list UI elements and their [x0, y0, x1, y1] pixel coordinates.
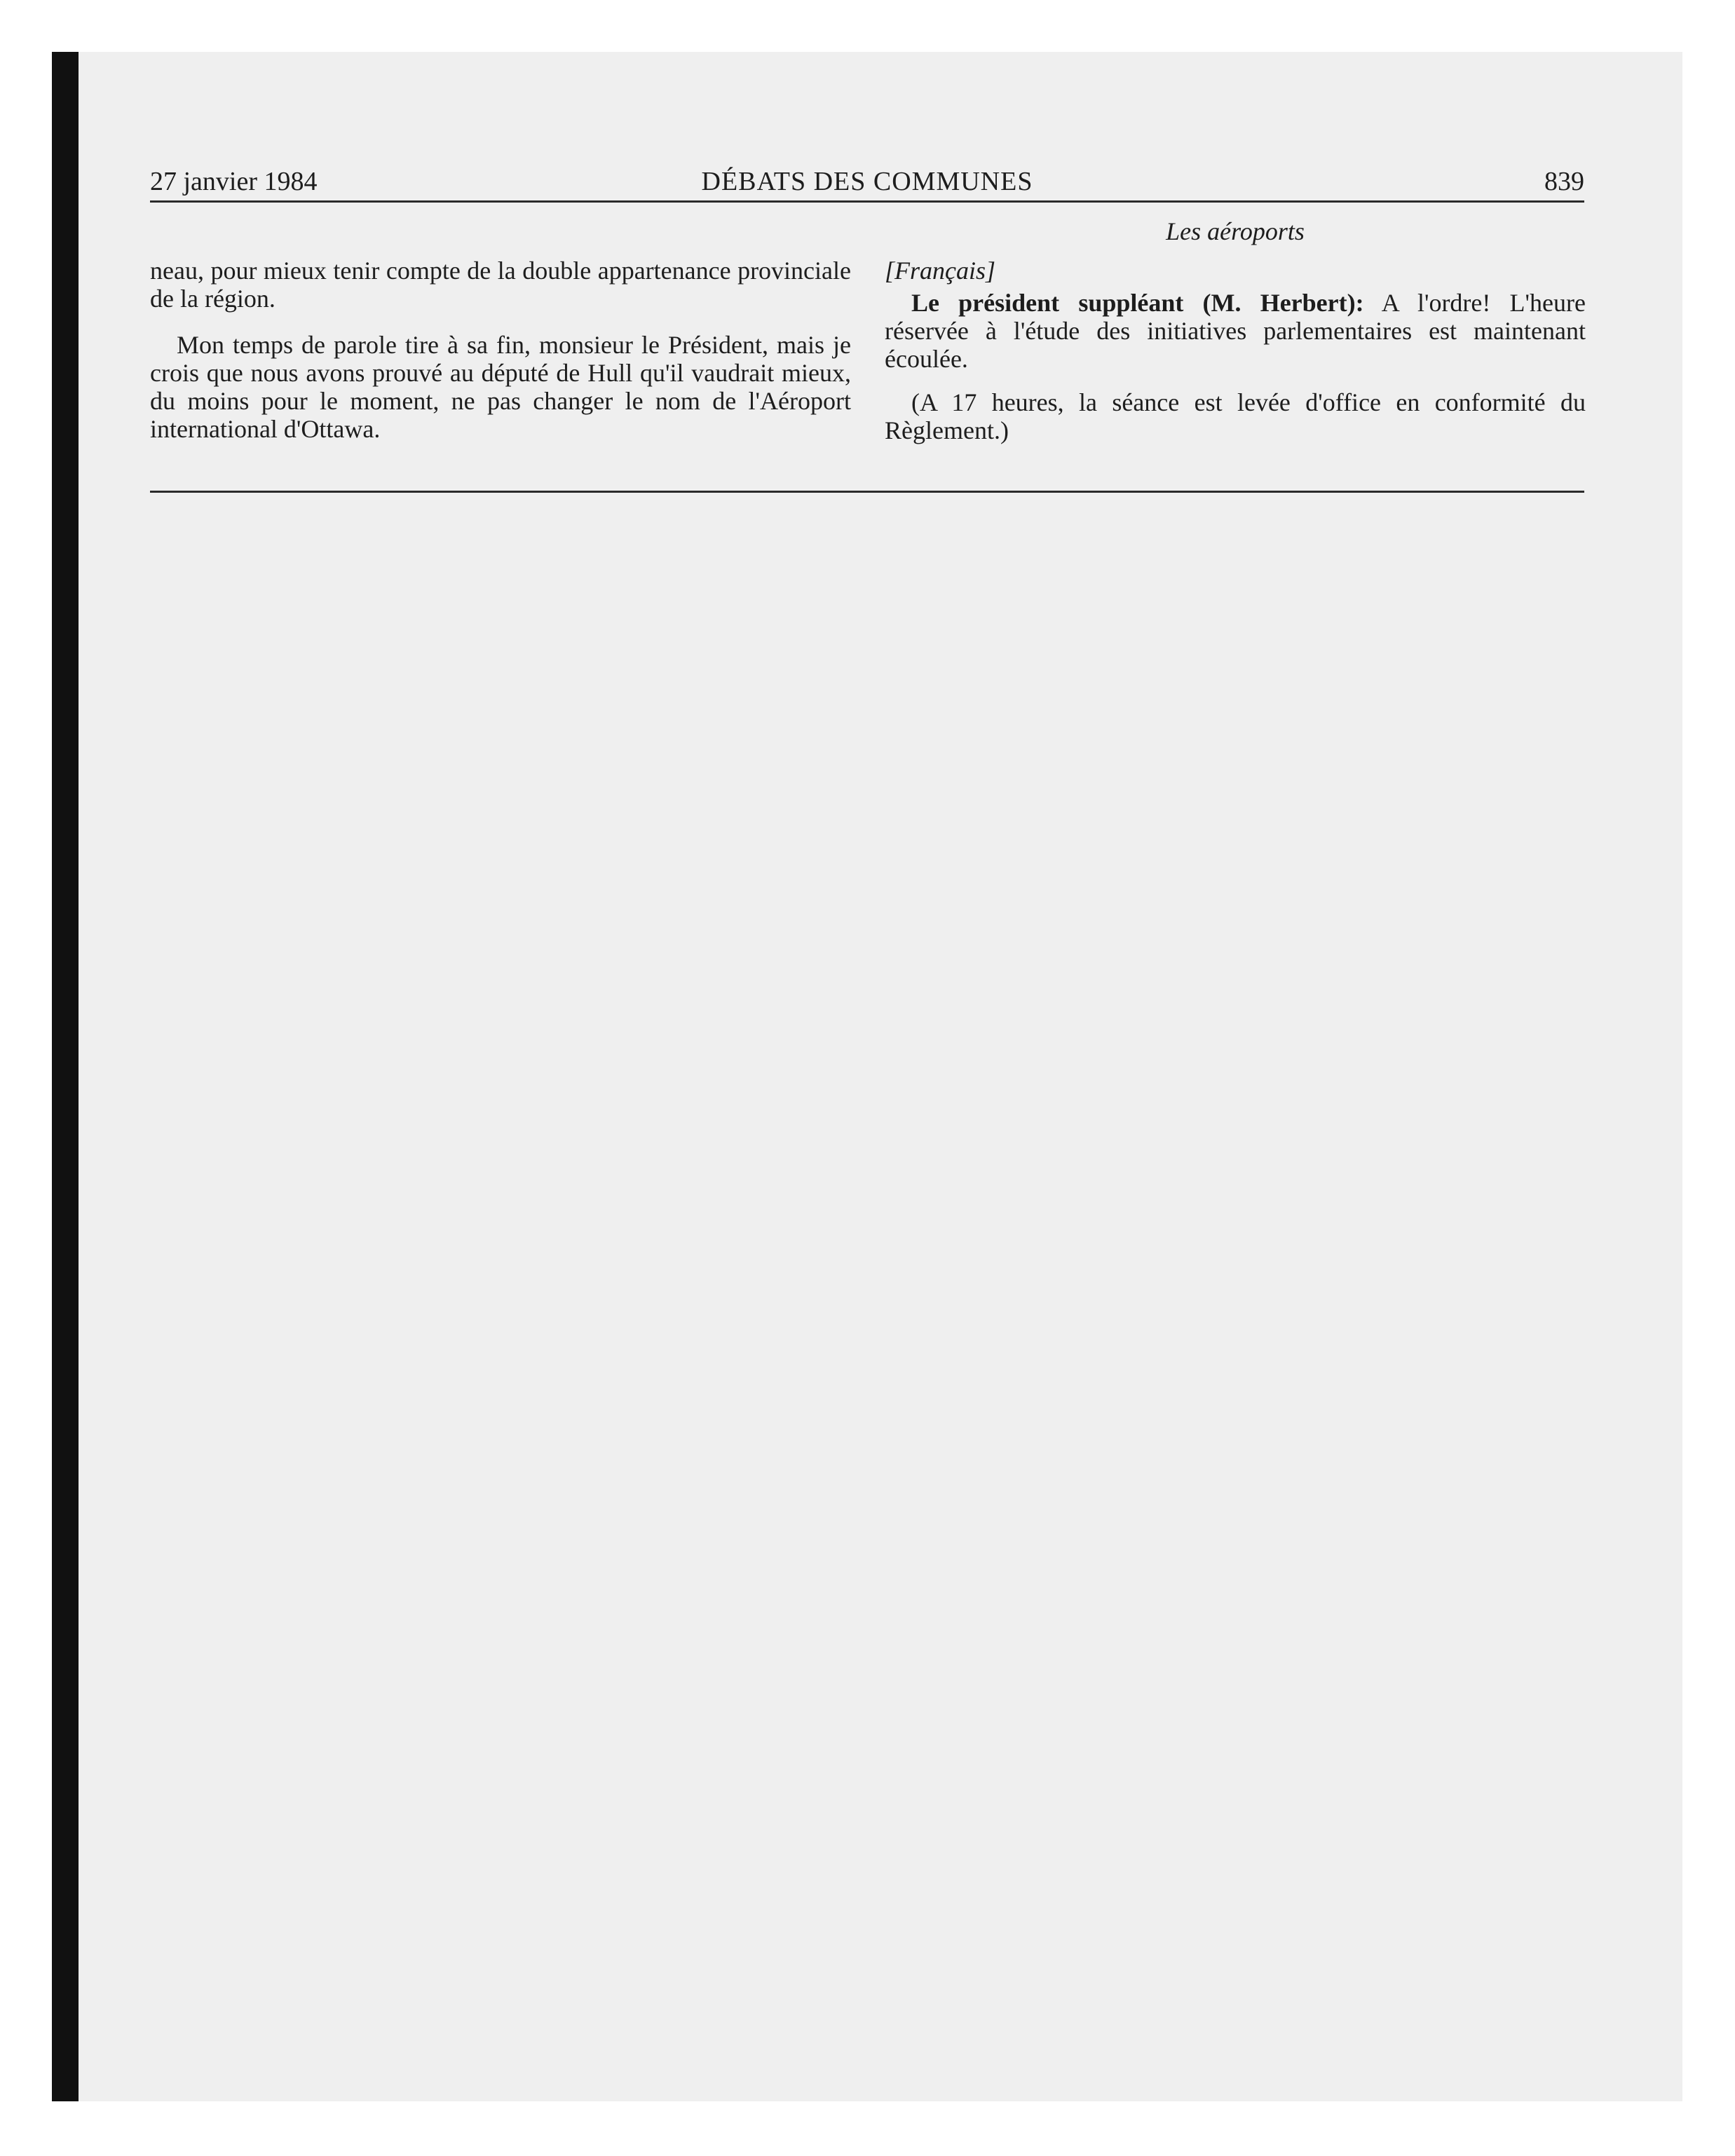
section-end-rule — [150, 491, 1584, 493]
right-column — [885, 217, 1586, 444]
paragraph-speech-end: Mon temps de parole tire à sa fin, monsieur le Président, mais je crois que nous avons prouvé au député de Hull qu'il vaudrait mieux, du moins pour le moment, ne pas changer le nom de l'Aéroport international d'Ottawa. — [150, 331, 851, 443]
adjournment-note: (A 17 heures, la séance est levée d'office en conformité du Règlement.) — [885, 388, 1586, 444]
language-tag: [Français] — [885, 257, 996, 285]
speaker-name: Le président suppléant (M. Herbert): — [911, 289, 1364, 317]
header-title: DÉBATS DES COMMUNES — [701, 167, 1033, 196]
left-column — [150, 217, 851, 443]
page-header — [150, 163, 1584, 203]
statement-text: A l'ordre! L'heure réservée à l'étude des initiatives parlementaires est maintenant écoulée. — [885, 289, 1586, 373]
paragraph-continuation: neau, pour mieux tenir compte de la double appartenance provinciale de la région. — [150, 257, 851, 313]
chair-statement — [885, 289, 1586, 373]
subject-heading: Les aéroports — [1166, 217, 1305, 245]
header-date: 27 janvier 1984 — [150, 167, 318, 196]
scan-border — [52, 52, 79, 2101]
page-number: 839 — [1544, 167, 1584, 196]
